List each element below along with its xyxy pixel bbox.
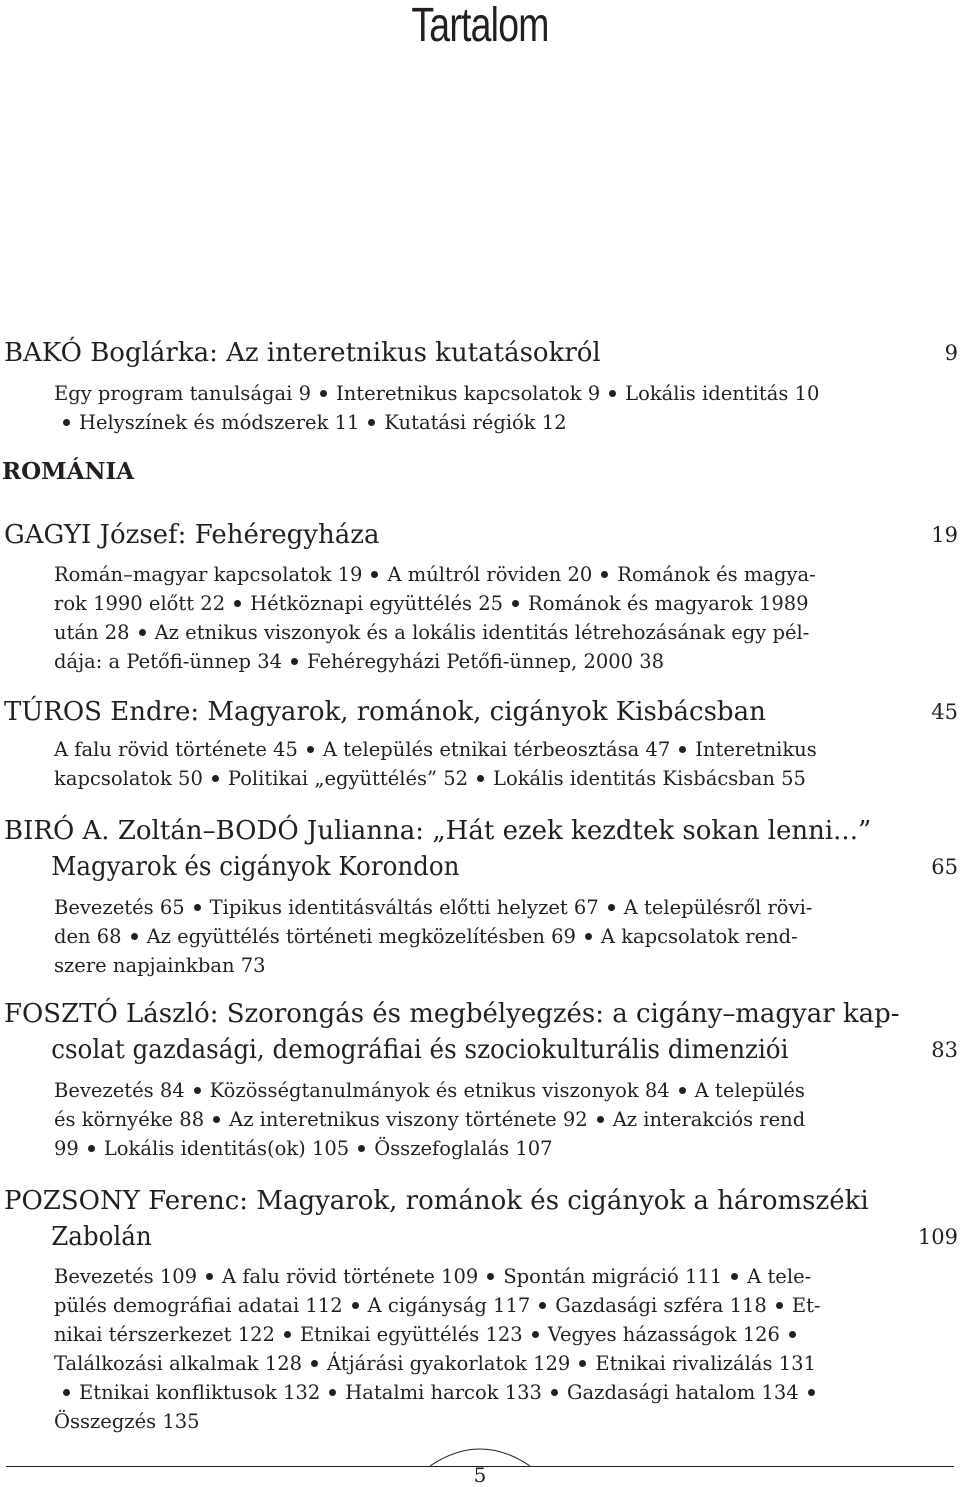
entry-title	[4, 517, 899, 553]
subsection-item: Lokális identitás Kisbácsban 55	[493, 767, 806, 790]
bullet-separator	[213, 1116, 220, 1123]
subsection-item: Hétköznapi együttélés 25	[250, 592, 504, 615]
subsection-line	[54, 922, 894, 951]
subsection-item: A falu rövid története 109	[222, 1265, 479, 1288]
bullet-separator	[352, 1302, 359, 1309]
subsection-line	[54, 1076, 894, 1105]
entry-page-number: 9	[944, 341, 958, 365]
subsection-item: Etnikai rivalizálás 131	[595, 1352, 816, 1375]
entry-subsections	[54, 893, 894, 980]
entry-title-line: TÚROS Endre: Magyarok, románok, cigányok Kisbácsban	[4, 697, 766, 727]
subsection-item: nikai térszerkezet 122	[54, 1323, 275, 1346]
subsection-item: Románok és magyarok 1989	[528, 592, 809, 615]
bullet-separator	[371, 571, 378, 578]
entry-page-number: 83	[931, 1038, 958, 1062]
bullet-separator	[579, 1360, 586, 1367]
bullet-separator	[234, 600, 241, 607]
subsection-item: pülés demográfiai adatai 112	[54, 1294, 343, 1317]
subsection-item: Interetnikus kapcsolatok 9	[336, 382, 601, 405]
subsection-item: Gazdasági hatalom 134	[566, 1381, 799, 1404]
subsection-line	[54, 1349, 894, 1378]
bullet-separator	[512, 600, 519, 607]
entry-title	[4, 813, 899, 885]
subsection-item: Bevezetés 65	[54, 896, 185, 919]
entry-subsections	[54, 560, 894, 676]
entry-title	[4, 996, 899, 1068]
subsection-line	[54, 735, 894, 764]
bullet-separator	[609, 390, 616, 397]
bullet-separator	[789, 1331, 796, 1338]
entry-subsections	[54, 1262, 894, 1436]
entry-title	[4, 335, 899, 371]
subsection-line	[54, 1320, 894, 1349]
bullet-separator	[131, 933, 138, 940]
bullet-separator	[307, 746, 314, 753]
subsection-line	[54, 1407, 894, 1436]
subsection-item: Fehéregyházi Petőfi-ünnep, 2000 38	[307, 650, 665, 673]
subsection-item: A múltról röviden 20	[387, 563, 593, 586]
subsection-item: A település etnikai térbeosztása 47	[322, 738, 671, 761]
bullet-separator	[776, 1302, 783, 1309]
bullet-separator	[601, 571, 608, 578]
subsection-item: kapcsolatok 50	[54, 767, 203, 790]
bullet-separator	[206, 1273, 213, 1280]
subsection-line	[54, 560, 894, 589]
subsection-line	[54, 408, 894, 437]
subsection-item: Összegzés 135	[54, 1410, 200, 1433]
subsection-item: Román–magyar kapcsolatok 19	[54, 563, 363, 586]
bullet-separator	[212, 775, 219, 782]
subsection-item: szere napjainkban 73	[54, 954, 266, 977]
bullet-separator	[284, 1331, 291, 1338]
entry-title-line: Zabolán	[51, 1222, 152, 1252]
bullet-separator	[291, 658, 298, 665]
subsection-item: Találkozási alkalmak 128	[54, 1352, 303, 1375]
bullet-separator	[608, 904, 615, 911]
bullet-separator	[532, 1331, 539, 1338]
subsection-item: Bevezetés 109	[54, 1265, 198, 1288]
subsection-item: és környéke 88	[54, 1108, 205, 1131]
entry-title-line: GAGYI József: Fehéregyháza	[4, 520, 380, 550]
bullet-separator	[320, 390, 327, 397]
bullet-separator	[551, 1389, 558, 1396]
entry-title-line: BAKÓ Boglárka: Az interetnikus kutatásokról	[4, 338, 601, 368]
bullet-separator	[477, 775, 484, 782]
bullet-separator	[539, 1302, 546, 1309]
subsection-item: A kapcsolatok rend-	[600, 925, 798, 948]
subsection-item: A település	[694, 1079, 805, 1102]
entry-title-line: csolat gazdasági, demográfiai és szociokulturális dimenziói	[51, 1035, 789, 1065]
subsection-item: den 68	[54, 925, 122, 948]
subsection-item: Tipikus identitásváltás előtti helyzet 67	[209, 896, 599, 919]
bullet-separator	[139, 629, 146, 636]
entry-title-line: Magyarok és cigányok Korondon	[51, 852, 460, 882]
subsection-line	[54, 589, 894, 618]
bullet-separator	[63, 1389, 70, 1396]
subsection-item: rok 1990 előtt 22	[54, 592, 226, 615]
entry-title	[4, 1183, 899, 1255]
entry-title-line: BIRÓ A. Zoltán–BODÓ Julianna: „Hát ezek kezdtek sokan lenni...”	[4, 816, 872, 846]
subsection-item: Románok és magya-	[617, 563, 816, 586]
entry-title-line: FOSZTÓ László: Szorongás és megbélyegzés: a cigány–magyar kap-	[4, 999, 900, 1029]
bullet-separator	[731, 1273, 738, 1280]
entry-page-number: 19	[931, 523, 958, 547]
subsection-item: Összefoglalás 107	[374, 1137, 553, 1160]
bullet-separator	[194, 904, 201, 911]
subsection-line	[54, 951, 894, 980]
bullet-separator	[487, 1273, 494, 1280]
subsection-item: Bevezetés 84	[54, 1079, 185, 1102]
subsection-item: A falu rövid története 45	[54, 738, 298, 761]
subsection-line	[54, 1105, 894, 1134]
section-heading-romania: ROMÁNIA	[2, 458, 135, 485]
subsection-item: Az együttélés történeti megközelítésben 69	[146, 925, 576, 948]
subsection-line	[54, 618, 894, 647]
bullet-separator	[368, 419, 375, 426]
subsection-item: Az etnikus viszonyok és a lokális identitás létrehozásának egy pél-	[154, 621, 810, 644]
entry-subsections	[54, 735, 894, 793]
subsection-item: Helyszínek és módszerek 11	[79, 411, 360, 434]
subsection-line	[54, 379, 894, 408]
subsection-item: Közösségtanulmányok és etnikus viszonyok 84	[209, 1079, 670, 1102]
entry-page-number: 109	[917, 1225, 958, 1249]
bullet-separator	[311, 1360, 318, 1367]
subsection-line	[54, 1291, 894, 1320]
subsection-item: Lokális identitás 10	[625, 382, 820, 405]
subsection-line	[54, 1134, 894, 1163]
subsection-item: Vegyes házasságok 126	[547, 1323, 780, 1346]
entry-subsections	[54, 379, 894, 437]
subsection-line	[54, 1378, 894, 1407]
bullet-separator	[585, 933, 592, 940]
subsection-item: A tele-	[747, 1265, 812, 1288]
subsection-line	[54, 1262, 894, 1291]
subsection-item: 99	[54, 1137, 79, 1160]
subsection-item: Spontán migráció 111	[503, 1265, 723, 1288]
footer-page-number: 5	[473, 1463, 487, 1487]
subsection-item: Átjárási gyakorlatok 129	[327, 1352, 571, 1375]
bullet-separator	[679, 1087, 686, 1094]
entry-title	[4, 694, 899, 730]
subsection-line	[54, 764, 894, 793]
bullet-separator	[194, 1087, 201, 1094]
subsection-item: A cigányság 117	[367, 1294, 531, 1317]
bullet-separator	[88, 1145, 95, 1152]
subsection-item: Interetnikus	[695, 738, 817, 761]
subsection-item: Et-	[791, 1294, 821, 1317]
entry-title-line: POZSONY Ferenc: Magyarok, románok és cigányok a háromszéki	[4, 1186, 869, 1216]
subsection-item: Hatalmi harcok 133	[345, 1381, 542, 1404]
entry-page-number: 65	[931, 855, 958, 879]
bullet-separator	[808, 1389, 815, 1396]
subsection-item: Az interakciós rend	[612, 1108, 806, 1131]
entry-page-number: 45	[931, 700, 958, 724]
subsection-line	[54, 647, 894, 676]
subsection-item: dája: a Petőfi-ünnep 34	[54, 650, 283, 673]
bullet-separator	[63, 419, 70, 426]
subsection-item: Gazdasági szféra 118	[555, 1294, 767, 1317]
bullet-separator	[679, 746, 686, 753]
subsection-line	[54, 893, 894, 922]
subsection-item: Az interetnikus viszony története 92	[229, 1108, 588, 1131]
page-title: Tartalom	[411, 0, 549, 52]
subsection-item: Etnikai konfliktusok 132	[79, 1381, 321, 1404]
subsection-item: Lokális identitás(ok) 105	[103, 1137, 350, 1160]
subsection-item: A településről rövi-	[623, 896, 813, 919]
entry-subsections	[54, 1076, 894, 1163]
subsection-item: után 28	[54, 621, 130, 644]
bullet-separator	[597, 1116, 604, 1123]
subsection-item: Kutatási régiók 12	[384, 411, 567, 434]
subsection-item: Egy program tanulságai 9	[54, 382, 311, 405]
subsection-item: Politikai „együttélés” 52	[227, 767, 469, 790]
bullet-separator	[329, 1389, 336, 1396]
subsection-item: Etnikai együttélés 123	[299, 1323, 523, 1346]
bullet-separator	[358, 1145, 365, 1152]
